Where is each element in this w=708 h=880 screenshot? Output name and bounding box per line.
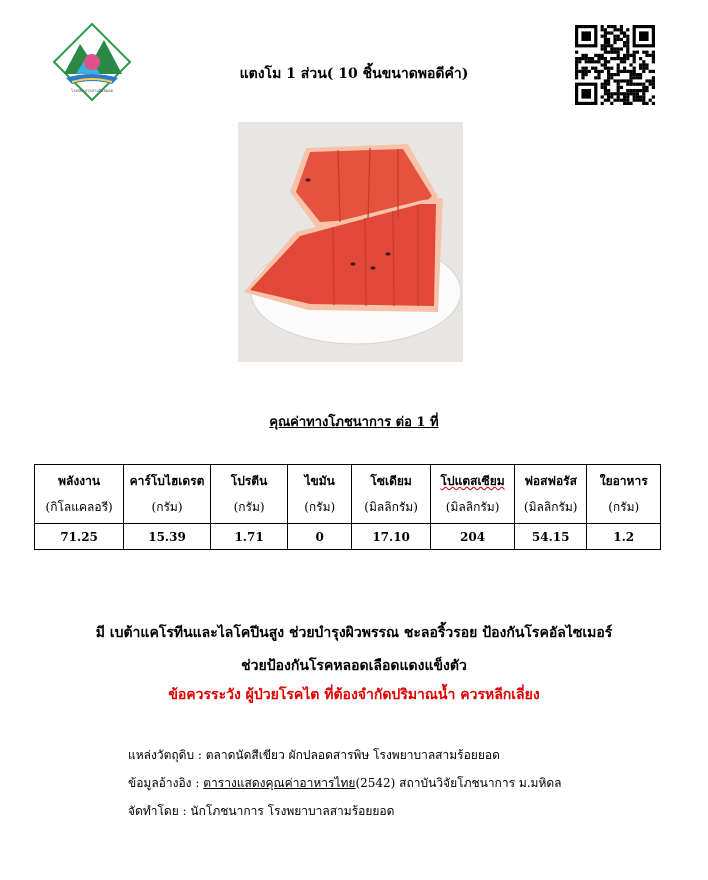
benefit-line-2: ช่วยป้องกันโรคหลอดเลือดแดงแข็งตัว [241, 658, 467, 674]
value-cell: 17.10 [352, 524, 431, 550]
header-cell: โปแตสเซียม (มิลลิกรัม) [431, 465, 515, 524]
page-title: แตงโม 1 ส่วน( 10 ชิ้นขนาดพอดีคำ) [239, 66, 469, 82]
reference-link[interactable]: ตารางแสดงคุณค่าอาหารไทย [203, 776, 356, 790]
header-cell: คาร์โบไฮเดรต (กรัม) [124, 465, 211, 524]
author-value: นักโภชนาการ โรงพยาบาลสามร้อยยอด [190, 804, 395, 818]
source-line [128, 746, 500, 765]
header-cell: พลังงาน (กิโลแคลอรี) [35, 465, 124, 524]
value-cell: 54.15 [515, 524, 587, 550]
value-cell: 15.39 [124, 524, 211, 550]
warning-line: ข้อควรระวัง ผู้ป่วยโรคไต ที่ต้องจำกัดปริมาณน้ำ ควรหลีกเลี่ยง [168, 687, 540, 703]
value-cell: 1.2 [587, 524, 661, 550]
watermelon-photo [238, 122, 463, 362]
nutrition-heading: คุณค่าทางโภชนาการ ต่อ 1 ที่ [269, 415, 439, 430]
header-cell: โปรตีน (กรัม) [210, 465, 287, 524]
header-cell: ฟอสฟอรัส (มิลลิกรัม) [515, 465, 587, 524]
value-cell: 204 [431, 524, 515, 550]
header-cell: ใยอาหาร (กรัม) [587, 465, 661, 524]
header-cell: โซเดียม (มิลลิกรัม) [352, 465, 431, 524]
value-cell: 71.25 [35, 524, 124, 550]
source-value: ตลาดนัดสีเขียว ผักปลอดสารพิษ โรงพยาบาลสามร้อยยอด [205, 748, 500, 762]
logo-caption: โรงพยาบาลสามร้อยยอด [70, 88, 114, 93]
reference-rest: (2542) สถาบันวิจัยโภชนาการ ม.มหิดล [355, 776, 562, 790]
author-label: จัดทำโดย : [128, 804, 191, 818]
value-cell: 1.71 [210, 524, 287, 550]
value-row [35, 524, 661, 550]
header-row [35, 465, 661, 524]
reference-line [128, 774, 562, 793]
nutrition-table [34, 464, 661, 550]
value-cell: 0 [288, 524, 352, 550]
author-line [128, 802, 394, 821]
header-cell: ไขมัน (กรัม) [288, 465, 352, 524]
source-label: แหล่งวัตถุดิบ : [128, 748, 206, 762]
reference-label: ข้อมูลอ้างอิง : [128, 776, 204, 790]
benefit-line-1: มี เบต้าแคโรทีนและไลโคปีนสูง ช่วยบำรุงผิวพรรณ ชะลอริ้วรอย ป้องกันโรคอัลไซเมอร์ [95, 625, 613, 641]
